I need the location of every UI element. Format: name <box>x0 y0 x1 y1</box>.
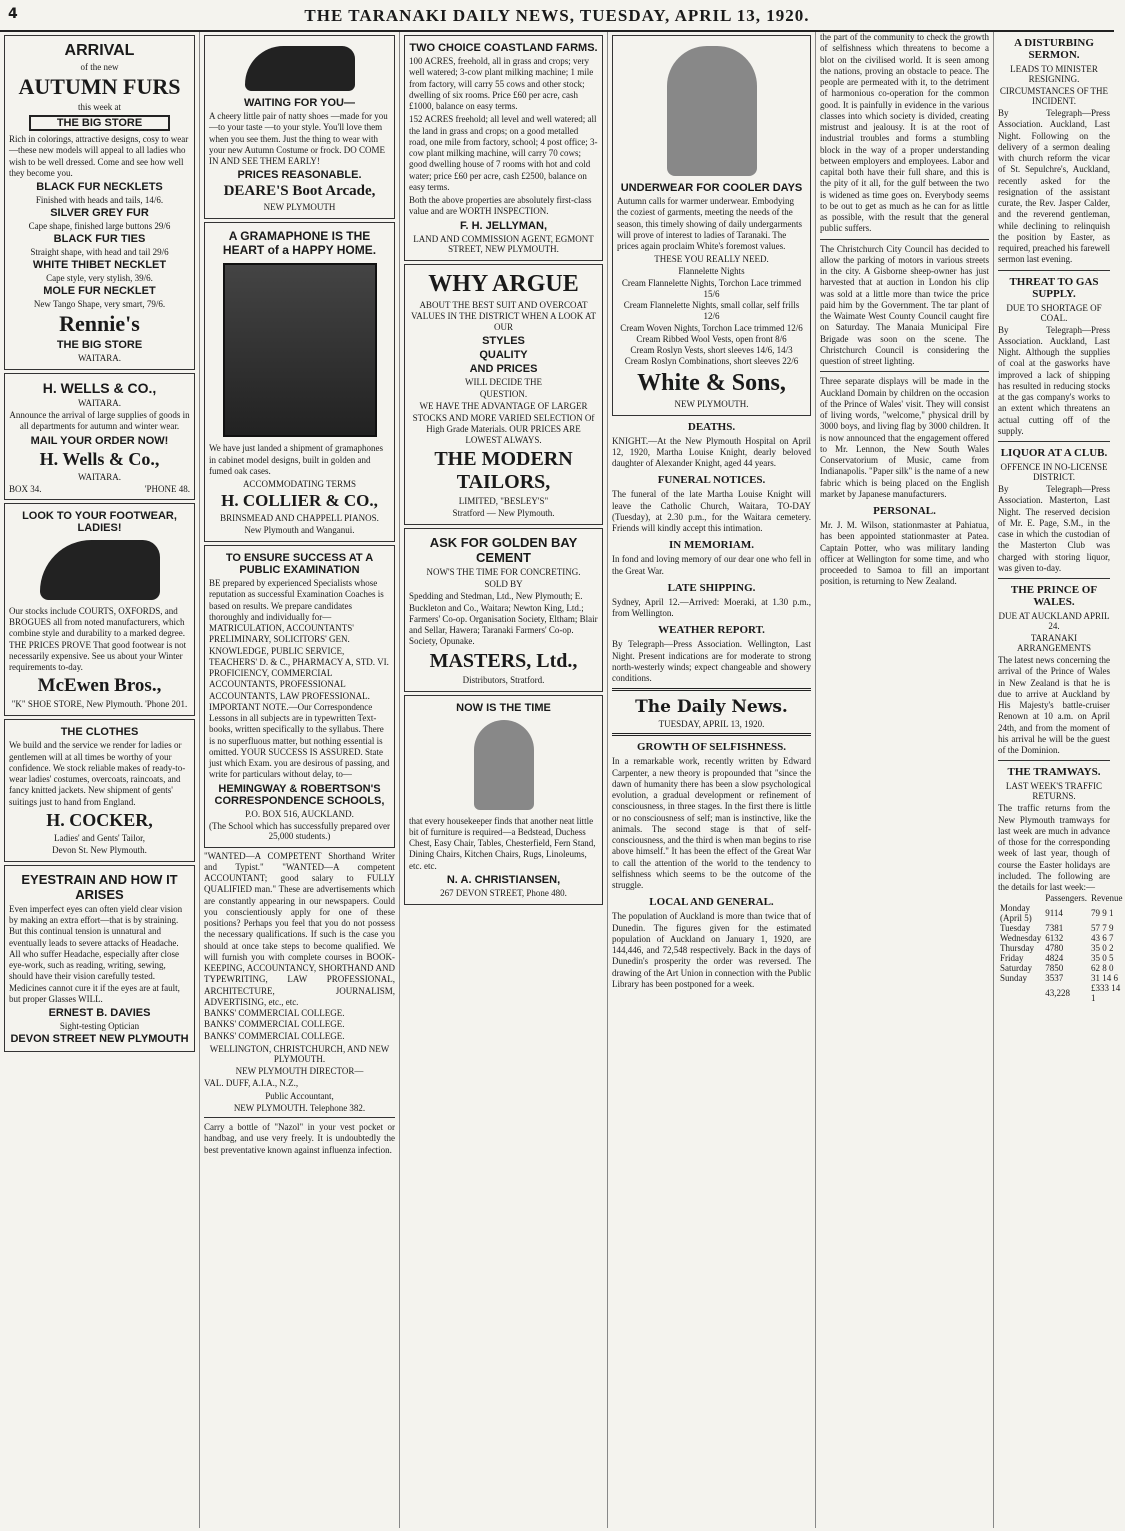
ad-callout: MAIL YOUR ORDER NOW! <box>30 434 169 447</box>
ad-heading: WAITING FOR YOU— <box>243 97 356 109</box>
ad-line: AND PRICES <box>469 363 538 376</box>
section-subheading: LAST WEEK'S TRAFFIC RETURNS. <box>1005 781 1103 802</box>
cocker-ad <box>4 719 195 862</box>
section-subheading: DUE TO SHORTAGE OF COAL. <box>1006 302 1102 323</box>
item-list <box>9 181 190 309</box>
ad-body: Spedding and Stedman, Ltd., New Plymouth; E. Buckleton and Co., Waitara; Newton King, Ltd.; Farmers' Co-op. Organisation Society, Eltham; Blair and Sellar, Hawera; Taranaki Farmers' Co-op. Society, Opunake. <box>409 591 600 647</box>
table-cell: 4824 <box>1045 953 1064 964</box>
brand-place: WAITARA. <box>77 353 122 363</box>
article-text: By Telegraph—Press Association. Auckland, Last Night. Although the supplies of coal at the gasworks have improved a lack of shipping has resulted in reducing stocks at the gas company's works to an extent which threatens an actual cutting off of the supply. <box>998 324 1113 436</box>
mcewen-ad <box>4 503 195 717</box>
ad-body: BE prepared by experienced Specialists whose reputation as successful Examination Coaches is based on results. We prepare candidates thoroughly and individually for— MATRICULATION, ACCOUNTANTS' PRELIMINARY, SOLICITORS' GEN. KNOWLEDGE, PUBLIC SERVICE, TEACHERS' D. & C., PHARMACY A, STD. VI. PROFICIENCY, COMMERCIAL ACCOUNTANTS, PROFESSIONAL ACCOUNTANTS, LAW PROFESSIONAL. IMPORTANT NOTE.—Our Correspondence Lessons in all subjects are in typewritten Text-books, written specifically to the syllabus. There is no superfluous matter, but nothing essential is omitted. YOUR SUCCESS IS ASSURED. State just which Exam. you are desirous of passing, and write for particulars without delay, to— <box>209 578 392 780</box>
ad-body: Autumn calls for warmer underwear. Embodying the coziest of garments, meeting the needs of the season, this timely showing of daily undergarments will prove of interest to ladies of Taranaki. The prices again proclaim White's foremost values. <box>617 196 805 251</box>
jellyman-ad <box>404 35 603 261</box>
article-text: By Telegraph—Press Association. Masterton, Last Night. The reserved decision of Mr. E. Page, S.M., in the case in which the custodian of the Masterton Club was charged with storing liquor, was given to-day. <box>998 484 1113 573</box>
ad-line: QUESTION. <box>479 389 528 400</box>
list-item: Cream Flannelette Nights, Torchon Lace trimmed 15/6 <box>621 277 802 299</box>
modern-tailors-ad <box>404 264 603 526</box>
table-cell: 35 0 5 <box>1091 953 1114 964</box>
list-item: Cream Flannelette Nights, small collar, self frills 12/6 <box>623 300 800 322</box>
table-header <box>998 893 1043 903</box>
ad-body: Both the above properties are absolutely first-class value and are WORTH INSPECTION. <box>409 195 594 217</box>
section-heading: THE TRAMWAYS. <box>1007 766 1101 779</box>
notice-text: In fond and loving memory of our dear one who fell in the Great War. <box>612 554 814 576</box>
hemingway-ad <box>204 545 395 848</box>
table-cell: 31 14 6 <box>1091 973 1119 984</box>
ad-name: DEARE'S Boot Arcade, <box>223 183 376 200</box>
list-item: Cream Ribbed Wool Vests, open front 8/6 <box>636 333 787 344</box>
list-item: Cream Roslyn Combinations, short sleeves 22/6 <box>624 356 799 367</box>
article-text: By Telegraph—Press Association. Auckland, Last Night. Following on the delivery of a sermon dealing with church reform the vicar of St. Sepulchre's, Auckland, recently asked for the resignation of the assistant curate, the Rev. Jasper Calder, and the reverend gentleman, while declining to relinquish the position by Easter, as required, preached his farewell sermon last evening. <box>998 108 1113 265</box>
table-header: Revenue <box>1091 893 1123 904</box>
table-cell: 6132 <box>1045 933 1064 944</box>
notices <box>612 420 814 685</box>
table-header: Passengers. <box>1045 893 1088 904</box>
ad-heading: ASK FOR GOLDEN BAY CEMENT <box>429 535 578 566</box>
ad-body: We have just landed a shipment of gramaphones in cabinet model designs, built in golden and fumed oak cases. <box>209 443 386 476</box>
ad-heading: UNDERWEAR FOR COOLER DAYS <box>620 182 803 194</box>
ad-sold-by: SOLD BY <box>484 579 523 590</box>
ad-subline: of the new <box>80 62 119 72</box>
table-cell: Monday (April 5) <box>1000 903 1032 924</box>
ad-callout: PRICES REASONABLE. <box>237 169 362 182</box>
table-cell: 57 7 9 <box>1091 923 1114 934</box>
ad-address: P.O. BOX 516, AUCKLAND. <box>245 808 354 819</box>
ad-place: WAITARA. <box>77 398 122 408</box>
section-heading: LOCAL AND GENERAL. <box>649 896 774 909</box>
list-item: Straight shape, with head and tail 29/6 <box>30 247 169 257</box>
ad-place: WAITARA. <box>77 471 122 482</box>
ad-body: 100 ACRES, freehold, all in grass and crops; very well watered; 3-cow plant milking machine; 1 mile from factory, will carry 55 cows and other stock; dwelling of six rooms. Price £60 per acre, cash £1000, balance on easy terms. <box>409 56 596 111</box>
list-heading: THESE YOU REALLY NEED. <box>654 254 769 265</box>
page-mark: 4 <box>8 6 18 22</box>
article-text: Three separate displays will be made in the Auckland Domain by children on the occasion of the Prince of Wales' visit. They will consist of living words, "welcome," physical drill by 3000 boys, and living flag by 3000 children. It is now announced that the engagement offered to Mr. Lennon, the New South Wales Conservatorium of Music, came from Indianapolis. "Paper silk" is the name of a new fabric which is being placed on the English market by Japanese manufacturers. <box>820 376 992 499</box>
list-item: MOLE FUR NECKLET <box>43 285 156 297</box>
table-header-row <box>998 893 1125 903</box>
column-2 <box>200 32 400 1528</box>
brand-name: Rennie's <box>59 311 140 336</box>
ad-heading: A GRAMAPHONE IS THE HEART of a HAPPY HOME. <box>222 229 377 258</box>
list-item: New Tango Shape, very smart, 79/6. <box>33 299 166 309</box>
article-text: The Christchurch City Council has decided to allow the parking of motors in various streets in the city. A Gisborne sheep-owner has just harvested that at auction in London his clip was sold at a little more than twice the price paid him by the Government. The tar plant of the Waimate West County Council caught fire on Saturday. The Manaia Municipal Fire Brigade was soon on the scene. The Christchurch Council is considering the question of street lighting. <box>820 243 992 366</box>
section-heading: A DISTURBING SERMON. <box>1014 37 1094 61</box>
column-1 <box>0 32 200 1528</box>
ad-name: H. Wells & Co., <box>39 448 160 469</box>
list-item: Cream Roslyn Vests, short sleeves 14/6, 14/3 <box>630 345 793 355</box>
table-cell: 79 9 1 <box>1091 908 1114 919</box>
ad-name: VAL. DUFF, A.I.A., N.Z., <box>204 1077 299 1088</box>
table-cell: 9114 <box>1045 908 1063 919</box>
newspaper-nameplate: The Daily News. <box>635 697 788 718</box>
ad-place: Devon St. New Plymouth. <box>52 844 147 855</box>
ad-name: F. H. JELLYMAN, <box>460 219 547 232</box>
ad-place: 267 DEVON STREET, Phone 480. <box>440 887 567 898</box>
brand-place: NEW PLYMOUTH. <box>674 398 749 409</box>
list-item: Cream Woven Nights, Torchon Lace trimmed 12/6 <box>620 322 803 333</box>
ad-heading: LOOK TO YOUR FOOTWEAR, LADIES! <box>22 509 177 534</box>
ad-heading: THE CLOTHES <box>60 726 139 739</box>
ad-name: H. WELLS & CO., <box>42 380 157 396</box>
list-item: SILVER GREY FUR <box>50 207 149 219</box>
ad-heading: ARRIVAL <box>64 42 135 59</box>
section-subheading: CIRCUMSTANCES OF THE INCIDENT. <box>999 86 1109 106</box>
section-subheading: DUE AT AUCKLAND APRIL 24. <box>998 611 1110 631</box>
article-text: The latest news concerning the arrival of the Prince of Wales in New Zealand is that he is due to arrive at Auckland by His Majesty's battle-cruiser Renown at 10 a.m. on April 24th, and from the moment of his arrival he will be the guest of the Dominion. <box>998 655 1113 755</box>
ad-line: Ladies' and Gents' Tailor, <box>53 832 146 843</box>
section-heading: FUNERAL NOTICES. <box>657 474 766 487</box>
article-text: The traffic returns from the New Plymouth tramways for last week are much in advance of those for the corresponding week of last year, though of course the Easter holidays are included. The following are the details for last week:— <box>998 803 1113 892</box>
notice-text: Sydney, April 12.—Arrived: Moeraki, at 1.30 p.m., from Wellington. <box>612 596 814 618</box>
section-heading: WEATHER REPORT. <box>658 624 765 637</box>
big-store-ad <box>4 35 195 370</box>
section-heading: THE PRINCE OF WALES. <box>1010 584 1098 608</box>
table-cell: Thursday <box>1000 943 1034 954</box>
list-item: WHITE THIBET NECKLET <box>32 259 167 271</box>
ad-heading: WHY ARGUE <box>428 270 579 297</box>
figure-illustration <box>474 720 534 810</box>
ad-terms: ACCOMMODATING TERMS <box>242 479 357 489</box>
section-subheading: LEADS TO MINISTER RESIGNING. <box>1010 64 1098 84</box>
ad-name: THE MODERN TAILORS, <box>434 448 573 494</box>
ad-body: "WANTED—A COMPETENT Shorthand Writer and Typist." "WANTED—A competent ACCOUNTANT; good salary to FULLY QUALIFIED man." These are advertisements which are constantly appearing in our newspapers. Could you conscientiously apply for one of these positions? Perhaps you feel that you do not possess the necessary qualifications. If such is the case you should at once take steps to become qualified. We will furnish you with complete courses in BOOK-KEEPING, ACCOUNTANCY, SHORTHAND AND TYPEWRITING, LAW PROFESSIONAL, ARCHITECTURE, JOURNALISM, ADVERTISING, etc., etc. <box>204 850 398 1007</box>
brand-subtitle: THE BIG STORE <box>56 339 143 351</box>
table-cell: 3537 <box>1045 973 1064 984</box>
editorial-heading: GROWTH OF SELFISHNESS. <box>636 741 787 754</box>
ad-line: QUALITY <box>479 349 528 362</box>
article-text: The population of Auckland is more than twice that of Dunedin. The figures given for the estimated population of Auckland on January 1, 1920, are 144,446, and 72,548 respectively. Back in the days of Dunedin's prosperity the order was reversed. The drawing of the Art Union in connection with the Public Library has been postponed for a week. <box>612 911 814 989</box>
ad-place: Distributors, Stratford. <box>462 674 545 685</box>
ad-body: ABOUT THE BEST SUIT AND OVERCOAT VALUES IN THE DISTRICT WHEN A LOOK AT OUR <box>410 299 599 332</box>
ad-heading: EYESTRAIN AND HOW IT ARISES <box>21 871 178 902</box>
davies-ad <box>4 865 195 1052</box>
ad-body: Even imperfect eyes can often yield clear vision by making an extra effort—that is by straining. But this continual tension is unnatural and eventually leads to severe attacks of Headache. All who suffer Headache, especially after close eye-work, such as reading, writing, sewing, should have their vision carefully tested. Medicines cannot cure it if the eyes are at fault, but proper Glasses WILL. <box>9 903 185 1004</box>
table-row <box>998 973 1125 983</box>
ad-body: 152 ACRES freehold; all level and well watered; all the land in grass and crops; on a good metalled road, one mile from factory, school; 4 post office; 3-cow plant milking machine, will carry 70 cows; good dwelling house of 7 rooms with hot and cold water; price £60 per acre, cash £2500, balance on easy terms. <box>409 114 599 192</box>
column-5 <box>816 32 994 1528</box>
section-heading: IN MEMORIAM. <box>669 539 754 552</box>
ad-line: Sight-testing Optician <box>59 1021 140 1031</box>
table-cell: Sunday <box>1000 973 1027 984</box>
brand-place: "K" SHOE STORE, New Plymouth. 'Phone 201. <box>11 699 188 710</box>
table-cell: 35 0 2 <box>1091 943 1114 954</box>
column-4 <box>608 32 816 1528</box>
ad-name: ERNEST B. DAVIES <box>48 1007 151 1019</box>
table-row <box>998 923 1125 933</box>
article-text: Mr. J. M. Wilson, stationmaster at Pahiatua, has been appointed stationmaster at Patea. Captain Potter, who was military landing officer at Wellington for some time, and who proceeded to Samoa to fill an important position, is returning to New Zealand. <box>820 520 992 587</box>
table-row <box>998 953 1125 963</box>
gramophone-illustration <box>223 263 377 437</box>
white-sons-ad <box>612 35 811 416</box>
phone-number: 'PHONE 48. <box>144 483 190 494</box>
nazol-ad: Carry a bottle of "Nazol" in your vest pocket or handbag, and use very freely. It is undoubtedly the best preventative known against influenza infection. <box>204 1122 398 1155</box>
ad-body: A cheery little pair of natty shoes —made for you —to your taste —to your style. You'll love them when you see them. Just the thing to wear with your new Autumn Costume or frock. DO COME IN AND SEE THEM EARLY! <box>209 111 390 166</box>
section-heading: LATE SHIPPING. <box>667 581 756 594</box>
table-cell: 7381 <box>1045 923 1064 934</box>
table-cell: Friday <box>1000 953 1024 964</box>
ad-heading: NOW IS THE TIME <box>456 701 551 714</box>
golden-bay-ad <box>404 528 603 691</box>
ad-line: STYLES <box>482 335 525 348</box>
college-line: BANKS' COMMERCIAL COLLEGE. <box>204 1019 345 1030</box>
notice-text: The funeral of the late Martha Louise Knight will leave the Catholic Church, Waitara, TO-DAY (Tuesday), at 2.30 p.m., for the Waitara cemetery. Friends will kindly accept this intimation. <box>612 489 814 533</box>
shoe-illustration <box>245 46 355 91</box>
ad-name: HEMINGWAY & ROBERTSON'S CORRESPONDENCE SCHOOLS, <box>214 782 385 807</box>
table-cell: Wednesday <box>1000 933 1042 944</box>
section-heading: THREAT TO GAS SUPPLY. <box>1009 275 1099 300</box>
ad-director: NEW PLYMOUTH DIRECTOR— <box>235 1065 364 1076</box>
ad-line: LAND AND COMMISSION AGENT, EGMONT STREET, NEW PLYMOUTH. <box>413 233 594 254</box>
college-line: BANKS' COMMERCIAL COLLEGE. <box>204 1030 345 1041</box>
ad-line: BRINSMEAD AND CHAPPELL PIANOS. <box>220 513 379 523</box>
ad-place: Stratford — New Plymouth. <box>452 508 555 519</box>
masthead <box>0 0 1114 32</box>
item-list <box>617 266 806 367</box>
table-cell: 43,228 <box>1045 988 1071 999</box>
notice-text: KNIGHT.—At the New Plymouth Hospital on April 12, 1920, Martha Louise Knight, dearly beloved daughter of Alexander Knight, aged 44 years. <box>612 435 814 468</box>
table-cell: Tuesday <box>1000 923 1031 934</box>
ad-place: DEVON STREET NEW PLYMOUTH <box>10 1033 189 1045</box>
column-3 <box>400 32 608 1528</box>
college-line: BANKS' COMMERCIAL COLLEGE. <box>204 1008 345 1018</box>
section-heading: DEATHS. <box>687 420 736 433</box>
brand-name: White & Sons, <box>637 369 786 396</box>
list-item: Cape style, very stylish, 39/6. <box>46 273 153 283</box>
ad-line: WILL DECIDE THE <box>465 377 542 388</box>
ad-place: NEW PLYMOUTH. Telephone 382. <box>233 1103 366 1113</box>
table-cell: 62 8 0 <box>1091 963 1114 974</box>
ad-body: WE HAVE THE ADVANTAGE OF LARGER STOCKS AND MORE VARIED SELECTION Of High Grade Materials. OUR PRICES ARE LOWEST ALWAYS. <box>412 401 597 445</box>
page-title: THE TARANAKI DAILY NEWS, TUESDAY, APRIL 13, 1920. <box>304 6 810 25</box>
list-item: BLACK FUR NECKLETS <box>36 181 163 193</box>
section-subheading: OFFENCE IN NO-LICENSE DISTRICT. <box>1000 462 1108 482</box>
ad-place: NEW PLYMOUTH <box>263 202 336 213</box>
brand-name: McEwen Bros., <box>37 675 162 697</box>
section-subheading: TARANAKI ARRANGEMENTS <box>1016 633 1091 653</box>
ad-body: that every housekeeper finds that another neat little bit of furniture is required—a Bedstead, Duchess Chest, Easy Chair, Tables, Chesterfield, Fern Stand, Dining Chairs, Kitchen Chairs, Rugs, Linoleums, etc. etc. <box>409 815 598 871</box>
list-item: Finished with heads and tails, 14/6. <box>35 195 164 205</box>
table-total-row <box>998 983 1125 1003</box>
table-row <box>998 963 1125 973</box>
ad-subline: this week at <box>78 102 121 112</box>
table-cell: Saturday <box>1000 963 1032 974</box>
ad-big-title: AUTUMN FURS <box>18 74 181 99</box>
ad-body: Announce the arrival of large supplies of goods in all departments for autumn and winter wear. <box>9 410 192 432</box>
table-cell: 43 6 7 <box>1091 933 1114 944</box>
table-row <box>998 903 1125 923</box>
list-item: Flannelette Nights <box>678 266 745 277</box>
list-item: BLACK FUR TIES <box>53 233 146 245</box>
ad-body: We build and the service we render for ladies or gentlemen will at all times be worthy of your confidence. We stock reliable makes of ready-to-wear ladies' costumes, overcoats, raincoats, and fancy knitted jackets. New shipment of gents' suitings just to hand from England. <box>9 740 186 807</box>
table-row <box>998 943 1125 953</box>
wells-ad <box>4 373 195 500</box>
traffic-table <box>998 893 1125 1003</box>
notice-text: By Telegraph—Press Association. Wellington, Last Night. Present indications are for moderate to strong north-westerly winds; expect changeable and showery conditions. <box>612 639 814 683</box>
deare-ad <box>204 35 395 219</box>
ad-name: H. COLLIER & CO., <box>221 491 378 510</box>
ad-line: LIMITED, "BESLEY'S" <box>458 496 549 507</box>
ad-place: New Plymouth and Wanganui. <box>244 525 355 535</box>
table-cell: £333 14 1 <box>1091 983 1121 1004</box>
article-text: the part of the community to check the growth of selfishness which threatens to become a blot on the civilised world. It is seen among the nations, proving an obstacle to peace. The people are permeated with it, to the detriment of harmonious co-operation for the common good. It is painfully in evidence in the various classes into which society is divided, creating mistrust and jealousy. It is at the root of industrial troubles and forms a stumbling block in the way of a proper understanding between employers and employees. Labor and capital both have their full share, and this is the pity of it all, for the gulf between the two is widened as time goes on. Everybody seems to be out to get as much as he can for as little as possible, with the result that the general public suffers. <box>820 32 992 234</box>
ad-note: (The School which has successfully prepared over 25,000 students.) <box>209 820 390 841</box>
editorial-text: In a remarkable work, recently written by Edward Carpenter, a new theory is propounded that "since the dawn of humanity there has been a slow psychological evolution, a gradual development or refinement of consciousness, in three stages. In the first there is little or no consciousness of self; man is instinctive, like the animals. The second stage is that of self-consciousness, and the third is when man begins to rise above himself." It has been the effect of the Great War to call the attention of the world to the tendency to selfishness which seems to be the outcome of the struggle. <box>612 756 814 890</box>
banks-college-ad <box>204 850 398 1156</box>
christiansen-ad <box>404 695 603 905</box>
ad-heading: TO ENSURE SUCCESS AT A PUBLIC EXAMINATION <box>225 552 374 576</box>
section-heading: PERSONAL. <box>873 505 936 517</box>
column-6 <box>994 32 1123 1528</box>
store-name: THE BIG STORE <box>29 115 170 131</box>
section-heading: LIQUOR AT A CLUB. <box>1000 447 1108 459</box>
table-row <box>998 933 1125 943</box>
table-cell: 7850 <box>1045 963 1064 974</box>
ad-body: Rich in colorings, attractive designs, cosy to wear—these new models will appeal to all ladies who wish to be well dressed. Come and see how well they become you. <box>9 134 189 178</box>
ad-cities: WELLINGTON, CHRISTCHURCH, AND NEW PLYMOUTH. <box>209 1043 390 1064</box>
lady-illustration <box>667 46 757 176</box>
ad-name: N. A. CHRISTIANSEN, <box>446 873 561 886</box>
ad-line: NOW'S THE TIME FOR CONCRETING. <box>426 567 581 578</box>
ad-line: Public Accountant, <box>265 1091 334 1101</box>
list-item: Cape shape, finished large buttons 29/6 <box>28 221 171 231</box>
table-cell: 4780 <box>1045 943 1064 954</box>
table-cell <box>998 983 1043 1003</box>
collier-ad <box>204 222 395 542</box>
ad-body: Our stocks include COURTS, OXFORDS, and BROGUES all from noted manufacturers, which combine style and durability to a marked degree. THE PRICES PROVE That good footwear is not necessarily expensive. See us about your Winter requirements to-day. <box>9 605 189 672</box>
ad-name: MASTERS, Ltd., <box>429 649 578 672</box>
ad-heading: TWO CHOICE COASTLAND FARMS. <box>409 42 598 54</box>
issue-date: TUESDAY, APRIL 13, 1920. <box>658 719 765 730</box>
ad-name: H. COCKER, <box>46 809 153 830</box>
box-number: BOX 34. <box>9 483 42 494</box>
shoe-illustration <box>40 540 160 600</box>
